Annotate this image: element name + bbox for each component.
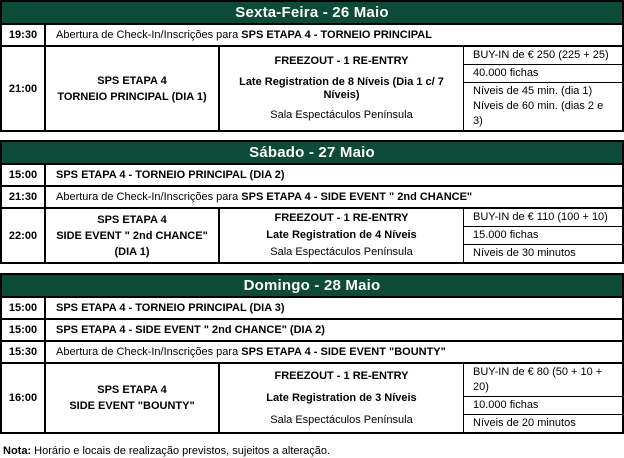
spec-cell: [464, 414, 622, 432]
schedule-row: [2, 23, 622, 45]
spec-line: 40.000 fichas: [473, 67, 539, 79]
event-description: [46, 298, 622, 318]
schedule-row: [2, 163, 622, 185]
event-detail-line: Late Registration de 8 Níveis (Dia 1 c/ 7 Níveis): [239, 75, 444, 101]
day-section: [0, 273, 624, 434]
spec-cell: [464, 244, 622, 262]
event-description: [46, 187, 622, 207]
time-cell: 21:00: [2, 47, 46, 130]
event-detail-line: Late Registration de 3 Níveis: [266, 391, 417, 404]
event-details-cell: [220, 47, 464, 130]
event-specs-cell: [464, 364, 622, 432]
event-description-part: Abertura de Check-In/Inscrições para: [56, 191, 242, 203]
event-detail-line: Sala Espectáculos Península: [270, 413, 413, 426]
event-description-part: SPS ETAPA 4 - TORNEIO PRINCIPAL (DIA 2): [56, 169, 285, 181]
schedule-row: [2, 45, 622, 130]
spec-cell: [464, 47, 622, 64]
time-cell: 15:30: [2, 342, 46, 362]
event-description-part: Abertura de Check-In/Inscrições para: [56, 346, 242, 358]
spec-line: BUY-IN de € 110 (100 + 10): [473, 211, 608, 223]
spec-cell: [464, 226, 622, 244]
schedule-row: [2, 185, 622, 207]
event-specs-cell: [464, 47, 622, 130]
event-detail-line: Late Registration de 4 Níveis: [266, 229, 417, 241]
schedule-row: [2, 362, 622, 432]
event-detail-line: FREEZOUT - 1 RE-ENTRY: [274, 55, 409, 67]
spec-cell: [464, 82, 622, 130]
spec-line: Níveis de 30 minutos: [473, 247, 576, 259]
day-section: [0, 140, 624, 264]
event-detail-line: Sala Espectáculos Península: [270, 246, 413, 258]
event-name-cell: [46, 209, 220, 262]
event-description-part: SPS ETAPA 4 - SIDE EVENT " 2nd CHANCE": [241, 191, 473, 203]
event-description: [46, 165, 622, 185]
spec-cell: [464, 396, 622, 414]
event-detail-line: FREEZOUT - 1 RE-ENTRY: [274, 369, 409, 382]
event-description-part: SPS ETAPA 4 - SIDE EVENT "BOUNTY": [241, 346, 446, 358]
spec-line: BUY-IN de € 80 (50 + 10 + 20): [473, 366, 603, 393]
event-name-line: SPS ETAPA 4: [97, 213, 167, 226]
day-header: Sábado - 27 Maio: [2, 142, 622, 163]
spec-cell: [464, 64, 622, 82]
event-details-cell: [220, 209, 464, 262]
spec-line: BUY-IN de € 250 (225 + 25): [473, 49, 609, 61]
spec-line: Níveis de 60 min. (dias 2 e 3): [473, 100, 604, 127]
event-description: [46, 25, 622, 45]
time-cell: 22:00: [2, 209, 46, 262]
event-name-line: SIDE EVENT "BOUNTY": [69, 400, 195, 412]
event-description-part: SPS ETAPA 4 - SIDE EVENT " 2nd CHANCE" (DIA 2): [56, 324, 325, 336]
time-cell: 16:00: [2, 364, 46, 432]
spec-line: 15.000 fichas: [473, 229, 539, 241]
schedule-row: [2, 207, 622, 262]
event-description-part: Abertura de Check-In/Inscrições para: [56, 29, 242, 41]
event-detail-line: Sala Espectáculos Península: [270, 109, 413, 121]
event-description-part: SPS ETAPA 4 - TORNEIO PRINCIPAL: [241, 29, 432, 41]
event-name-cell: [46, 364, 220, 432]
spec-cell: [464, 209, 622, 226]
spec-cell: [464, 364, 622, 396]
event-name-line: (DIA 1): [114, 245, 150, 258]
time-cell: 19:30: [2, 25, 46, 45]
time-cell: 15:00: [2, 165, 46, 185]
event-description: [46, 342, 622, 362]
footer-note-text: Horário e locais de realização previstos, sujeitos a alteração.: [31, 445, 331, 457]
spec-line: Níveis de 20 minutos: [473, 417, 576, 429]
event-detail-line: FREEZOUT - 1 RE-ENTRY: [274, 212, 409, 224]
event-name-cell: [46, 47, 220, 130]
schedule-row: [2, 340, 622, 362]
event-name-line: SPS ETAPA 4: [97, 384, 167, 396]
spec-line: Níveis de 45 min. (dia 1): [473, 85, 593, 97]
time-cell: 21:30: [2, 187, 46, 207]
schedule-row: [2, 296, 622, 318]
event-specs-cell: [464, 209, 622, 262]
footer-note: [0, 442, 624, 458]
event-name-line: SPS ETAPA 4: [97, 74, 167, 87]
footer-note-label: Nota:: [3, 445, 32, 457]
event-description-part: SPS ETAPA 4 - TORNEIO PRINCIPAL (DIA 3): [56, 302, 285, 314]
event-details-cell: [220, 364, 464, 432]
day-section: [0, 0, 624, 132]
event-name-line: TORNEIO PRINCIPAL (DIA 1): [57, 90, 207, 103]
event-description: [46, 320, 622, 340]
day-header: Domingo - 28 Maio: [2, 275, 622, 296]
spec-line: 10.000 fichas: [473, 399, 539, 411]
day-header: Sexta-Feira - 26 Maio: [2, 2, 622, 23]
time-cell: 15:00: [2, 320, 46, 340]
schedule-row: [2, 318, 622, 340]
time-cell: 15:00: [2, 298, 46, 318]
event-name-line: SIDE EVENT " 2nd CHANCE": [56, 229, 208, 242]
